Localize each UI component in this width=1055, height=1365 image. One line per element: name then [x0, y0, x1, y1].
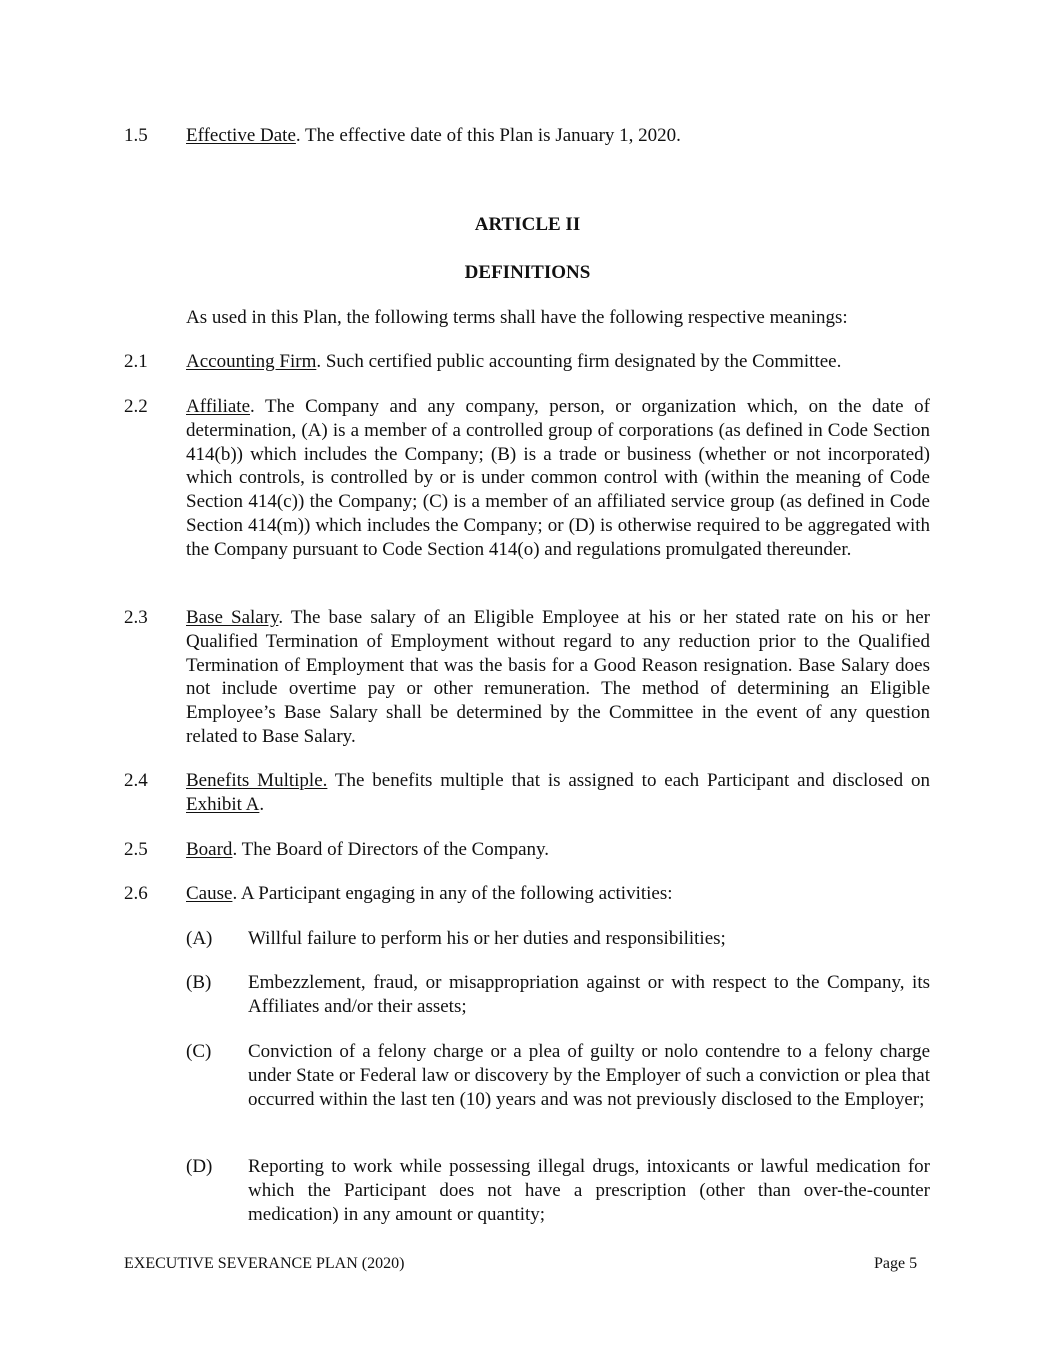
term-benefits-multiple: Benefits Multiple. — [186, 770, 328, 791]
section-number: 2.5 — [124, 839, 148, 860]
section-number: 2.3 — [124, 607, 148, 628]
definition-text: . The Company and any company, person, or organization which, on the date of determination, (A) is a member of a controlled group of corporations (as defined in Code Section 414(b)) which includes the Company; (B) is a trade or business (whether or not incorporated) which controls, is controlled by or is under common control with (within the meaning of Code Section 414(c)) the Company; (C) is a member of an affiliated service group (as defined in Code Section 414(m)) which includes the Company; or (D) is otherwise required to be aggregated with the Company pursuant to Code Section 414(o) and regulations promulgated thereunder. — [186, 396, 930, 560]
term-effective-date: Effective Date — [186, 125, 296, 146]
term-affiliate: Affiliate — [186, 396, 251, 417]
section-number: 2.2 — [124, 396, 148, 417]
definition-text: . A Participant engaging in any of the following activities: — [232, 883, 673, 904]
definition-text: The benefits multiple that is assigned to each Participant and disclosed on — [327, 770, 930, 791]
section-number: 2.1 — [124, 351, 148, 372]
definition-board — [186, 838, 930, 862]
list-item-letter: (B) — [186, 972, 212, 993]
intro-paragraph: As used in this Plan, the following terms shall have the following respective meanings: — [186, 307, 848, 328]
footer-document-title: EXECUTIVE SEVERANCE PLAN (2020) — [124, 1255, 405, 1272]
definition-text: . The Board of Directors of the Company. — [232, 839, 550, 860]
definition-accounting-firm — [186, 350, 930, 374]
section-number: 1.5 — [124, 125, 148, 146]
list-item-letter: (D) — [186, 1156, 213, 1177]
cause-item-c: Conviction of a felony charge or a plea of guilty or nolo contendre to a felony charge under State or Federal law or discovery by the Employer of such a conviction or plea that occurred within the last ten (10) years and was not previously disclosed to the Employer; — [248, 1041, 930, 1110]
list-item-letter: (A) — [186, 928, 213, 949]
term-board: Board — [186, 839, 233, 860]
section-number: 2.6 — [124, 883, 148, 904]
exhibit-a-reference: Exhibit A — [186, 793, 260, 815]
term-base-salary: Base Salary — [186, 607, 279, 628]
definition-benefits-multiple — [186, 769, 930, 817]
definition-cause — [186, 882, 930, 906]
article-subtitle: DEFINITIONS — [464, 262, 591, 283]
definition-base-salary — [186, 606, 930, 749]
cause-item-a: Willful failure to perform his or her duties and responsibilities; — [248, 928, 726, 949]
list-item-letter: (C) — [186, 1041, 212, 1062]
cause-item-b: Embezzlement, fraud, or misappropriation against or with respect to the Company, its Affiliates and/or their assets; — [248, 972, 930, 1017]
definition-tail: . — [259, 793, 265, 815]
definition-text: . The base salary of an Eligible Employee at his or her stated rate on his or her Qualified Termination of Employment without regard to any reduction prior to the Qualified Termination of Employment that was the basis for a Good Reason resignation. Base Salary does not include overtime pay or other remuneration. The method of determining an Eligible Employee’s Base Salary shall be determined by the Committee in the event of any question related to Base Salary. — [186, 607, 930, 747]
footer-page-number: Page 5 — [874, 1255, 918, 1272]
cause-item-d: Reporting to work while possessing illegal drugs, intoxicants or lawful medication for which the Participant does not have a prescription (other than over-the-counter medication) in any amount or quantity; — [248, 1156, 930, 1225]
section-effective-date — [186, 124, 930, 148]
article-title: ARTICLE II — [474, 214, 581, 235]
definition-text: . Such certified public accounting firm designated by the Committee. — [316, 351, 842, 372]
section-text: . The effective date of this Plan is January 1, 2020. — [295, 125, 681, 146]
term-cause: Cause — [186, 883, 233, 904]
section-number: 2.4 — [124, 770, 148, 791]
term-accounting-firm: Accounting Firm — [186, 351, 317, 372]
definition-affiliate — [186, 395, 930, 562]
